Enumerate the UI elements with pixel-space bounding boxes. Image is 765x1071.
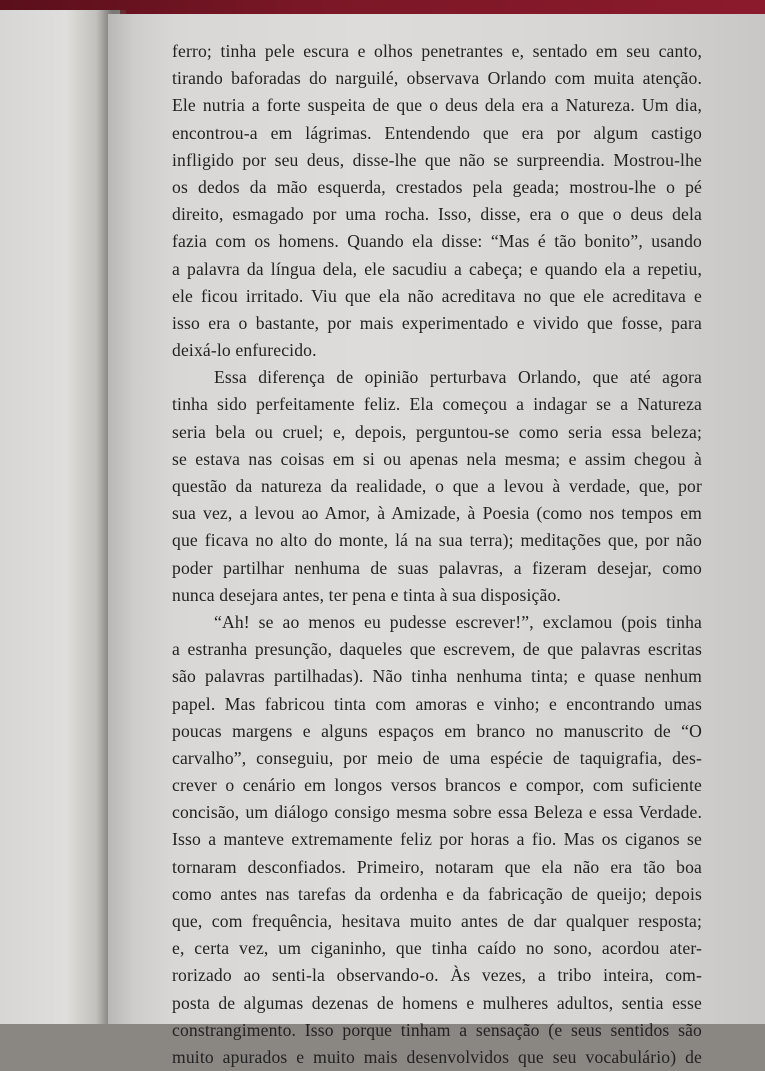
text-line: tornaram desconfiados. Primeiro, notaram que ela não era tão boa [172, 856, 702, 877]
text-line: e, certa vez, um ciganinho, que tinha caído no sono, acordou ater- [172, 938, 702, 959]
text-line: que, com frequência, hesitava muito antes de dar qualquer resposta; [172, 911, 702, 931]
text-line: são palavras partilhadas). Não tinha nenhuma tinta; e quase nenhum [172, 666, 702, 687]
text-line: carvalho”, conseguiu, por meio de uma espécie de taquigrafia, des- [172, 747, 702, 768]
text-line: os dedos da mão esquerda, crestados pela geada; mostrou-lhe o pé [172, 176, 702, 197]
text-line: rorizado ao senti-la observando-o. Às vezes, a tribo inteira, com- [172, 965, 702, 986]
text-line: direito, esmagado por uma rocha. Isso, disse, era o que o deus dela [172, 204, 702, 225]
text-line: ele ficou irritado. Viu que ela não acreditava no que ele acreditava e [172, 285, 702, 306]
text-line: tinha sido perfeitamente feliz. Ela começou a indagar se a Natureza [172, 394, 702, 415]
text-line: seria bela ou cruel; e, depois, perguntou-se como seria essa beleza; [172, 421, 702, 442]
text-line: isso era o bastante, por mais experimentado e vivido que fosse, para [172, 312, 702, 333]
text-line: se estava nas coisas em si ou apenas nela mesma; e assim chegou à [172, 448, 702, 469]
text-line: constrangimento. Isso porque tinham a sensação (e seus sentidos são [172, 1019, 702, 1040]
text-line: crever o cenário em longos versos brancos e compor, com suficiente [172, 775, 702, 796]
text-line: Isso a manteve extremamente feliz por horas a fio. Mas os ciganos se [172, 829, 702, 850]
text-line: Ele nutria a forte suspeita de que o deus dela era a Natureza. Um dia, [172, 95, 702, 116]
paragraph-2 [172, 364, 702, 609]
text-line: papel. Mas fabricou tinta com amoras e vinho; e encontrando umas [172, 693, 702, 714]
text-line: tirando baforadas do narguilé, observava Orlando com muita atenção. [172, 68, 702, 89]
text-line: como antes nas tarefas da ordenha e da fabricação de queijo; depois [172, 883, 702, 904]
text-line: a palavra da língua dela, ele sacudiu a cabeça; e quando ela a repetiu, [172, 258, 702, 279]
text-line: muito apurados e muito mais desenvolvidos que seu vocabulário) de [172, 1046, 702, 1067]
text-line: poucas margens e alguns espaços em branco no manuscrito de “O [172, 720, 702, 741]
text-line: encontrou-a em lágrimas. Entendendo que era por algum castigo [172, 122, 702, 143]
paragraph-3 [172, 609, 702, 1071]
text-line: posta de algumas dezenas de homens e mulheres adultos, sentia esse [172, 992, 702, 1013]
text-line: concisão, um diálogo consigo mesma sobre essa Beleza e essa Verdade. [172, 802, 702, 823]
text-line: infligido por seu deus, disse-lhe que não se surpreendia. Mostrou-lhe [172, 149, 702, 170]
text-line: nunca desejara antes, ter pena e tinta à sua disposição. [172, 584, 561, 605]
text-line: ferro; tinha pele escura e olhos penetrantes e, sentado em seu canto, [172, 41, 702, 61]
text-line: a estranha presunção, daqueles que escrevem, de que palavras escritas [172, 639, 702, 660]
text-line: poder partilhar nenhuma de suas palavras, a fizeram desejar, como [172, 557, 702, 578]
text-line: fazia com os homens. Quando ela disse: “Mas é tão bonito”, usando [172, 231, 702, 252]
text-line: questão da natureza da realidade, o que a levou à verdade, que, por [172, 476, 702, 496]
text-line: Essa diferença de opinião perturbava Orlando, que até agora [214, 367, 702, 388]
text-line: que ficava no alto do monte, lá na sua terra); meditações que, por não [172, 530, 702, 551]
text-line: sua vez, a levou ao Amor, à Amizade, à Poesia (como nos tempos em [172, 503, 702, 524]
page-text [172, 38, 702, 1071]
text-line: deixá-lo enfurecido. [172, 340, 317, 361]
text-line: “Ah! se ao menos eu pudesse escrever!”, exclamou (pois tinha [214, 611, 702, 632]
paragraph-1 [172, 38, 702, 364]
